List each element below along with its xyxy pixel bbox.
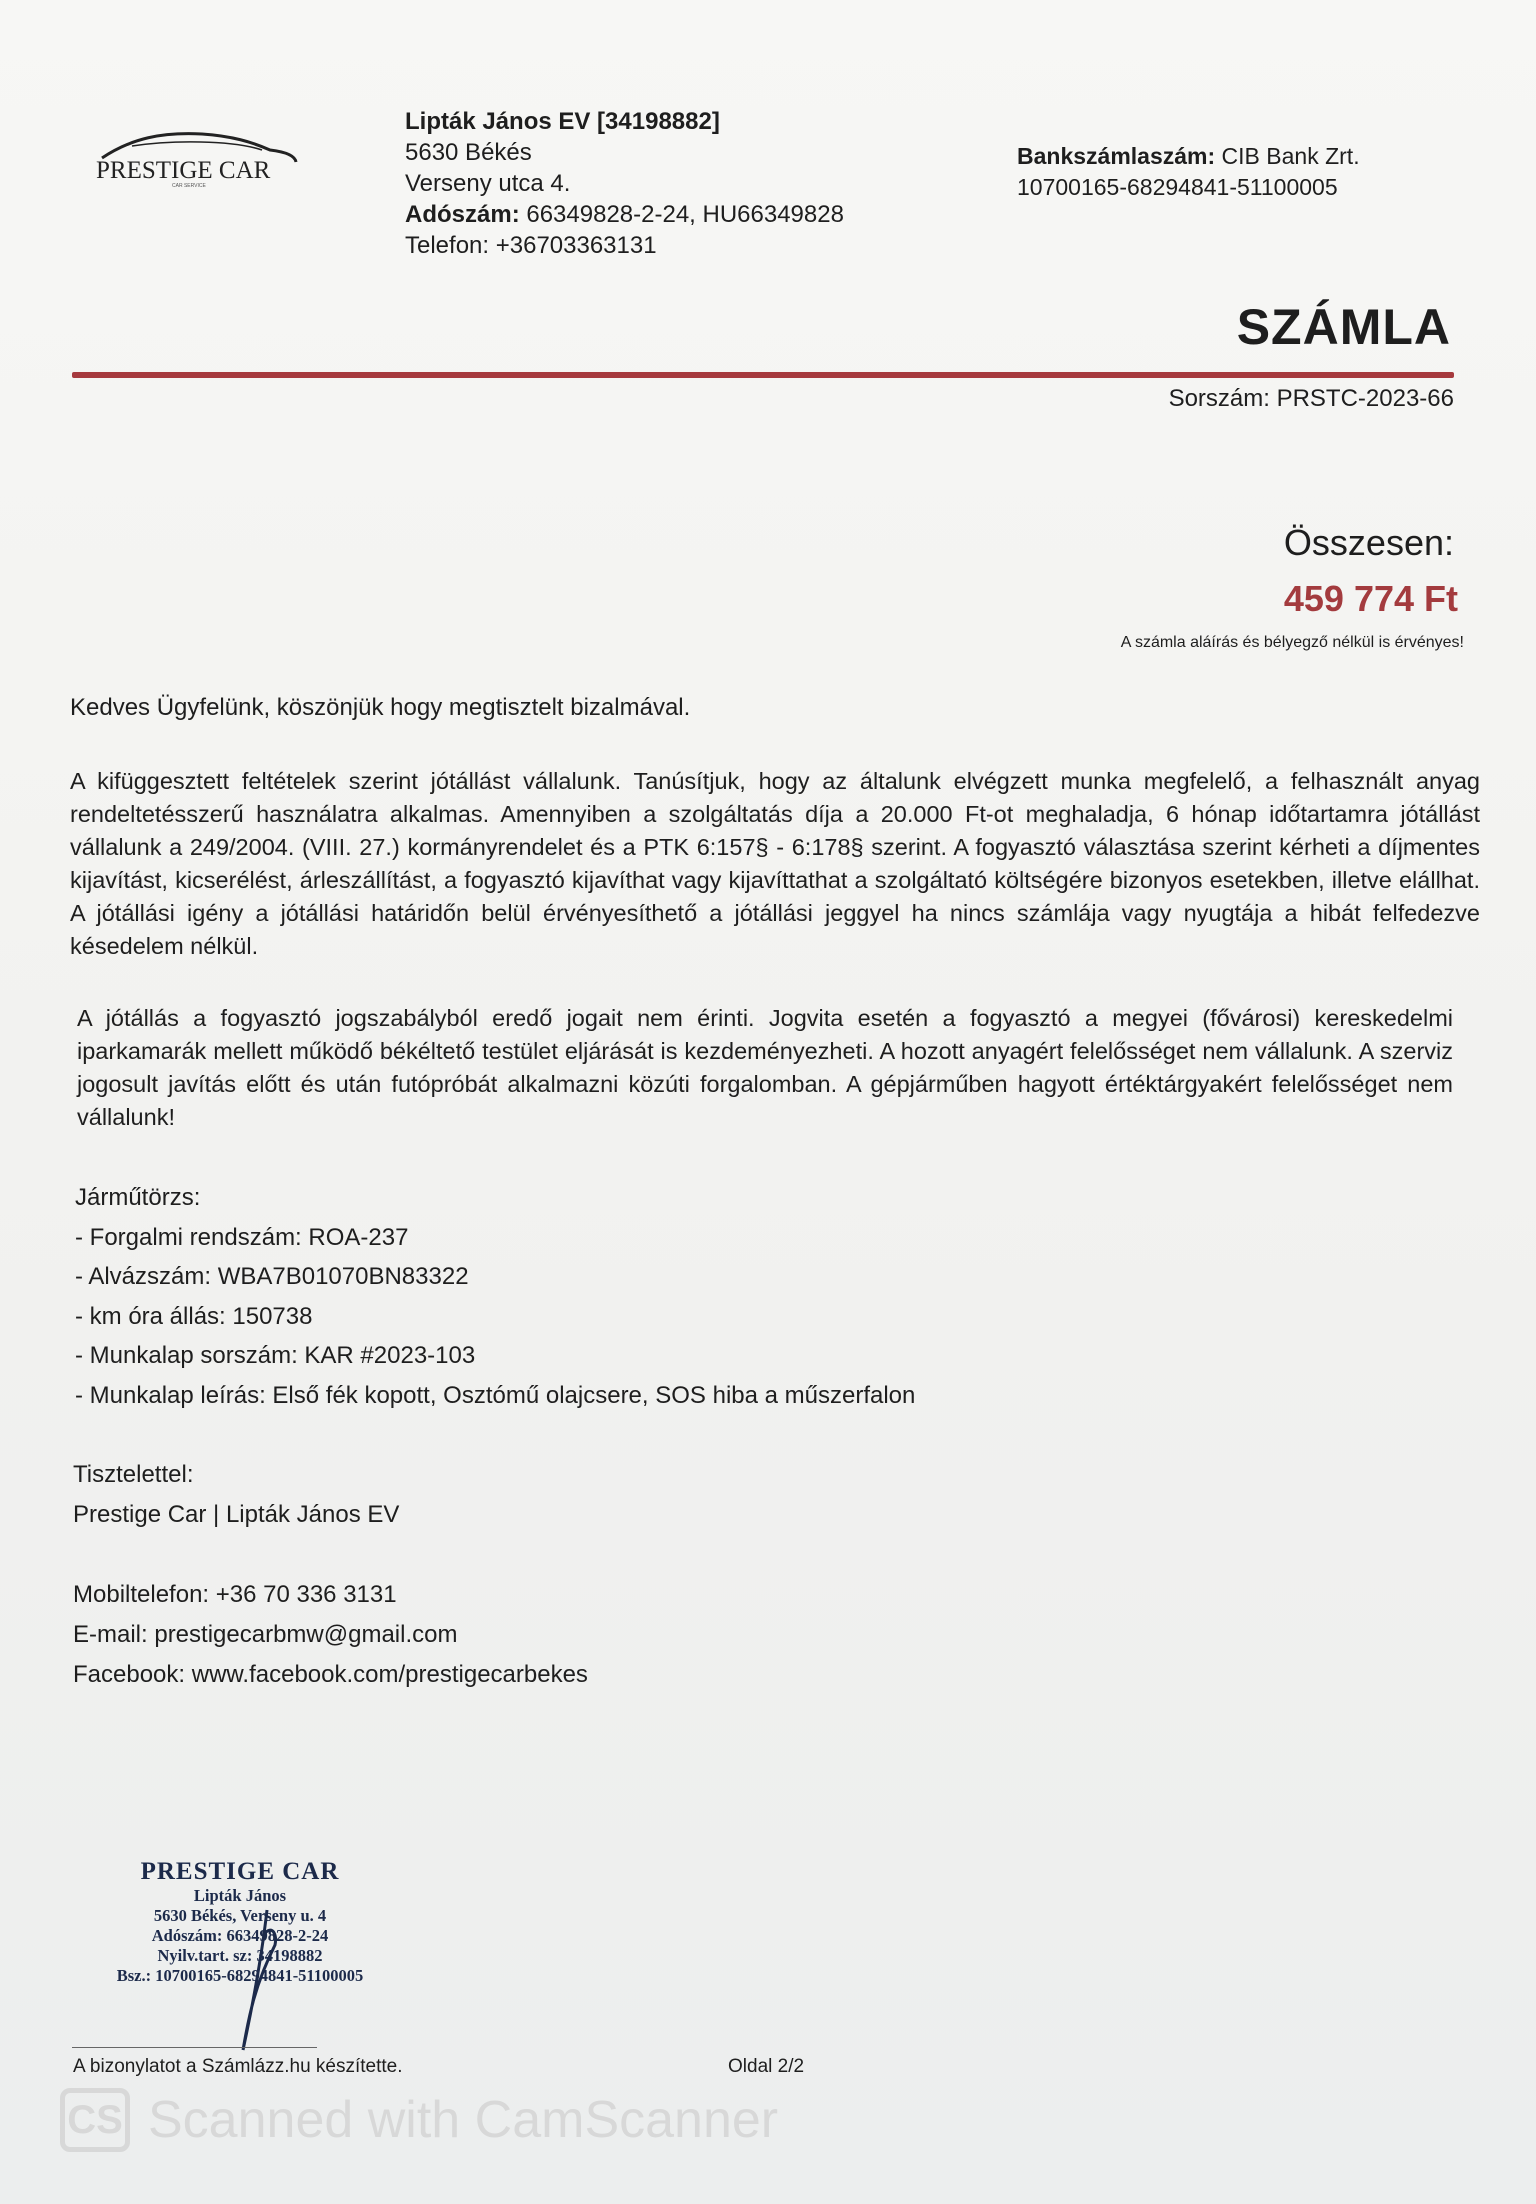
closing (73, 1455, 399, 1535)
closing-sender: Prestige Car | Lipták János EV (73, 1501, 400, 1528)
logo-text: PRESTIGE CAR (96, 157, 271, 184)
seller-phone: Telefon: +36703363131 (405, 232, 657, 259)
contact-email: E-mail: prestigecarbmw@gmail.com (73, 1621, 458, 1648)
contact-info (73, 1575, 588, 1695)
document-title: SZÁMLA (1236, 299, 1451, 355)
bank-info (1017, 141, 1360, 203)
stamp-line-2: 5630 Békés, Verseny u. 4 (153, 1906, 327, 1925)
bank-label: Bankszámlaszám: (1017, 143, 1216, 169)
stamp-line-5: Bsz.: 10700165-68294841-51100005 (116, 1966, 364, 1985)
header-divider (72, 372, 1454, 378)
invoice-serial: Sorszám: PRSTC-2023-66 (1168, 385, 1454, 412)
seller-name: Lipták János EV [34198882] (405, 108, 720, 135)
stamp-title: PRESTIGE CAR (140, 1858, 340, 1885)
vehicle-vin: - Alvázszám: WBA7B01070BN83322 (75, 1263, 469, 1291)
footer-page-number: Oldal 2/2 (728, 2056, 805, 2077)
total-amount: 459 774 Ft (1283, 578, 1458, 619)
vehicle-details (75, 1178, 915, 1416)
seller-city: 5630 Békés (405, 139, 532, 166)
logo-subtext: CAR SERVICE (172, 183, 206, 188)
prestige-car-logo (92, 128, 302, 188)
seller-street: Verseny utca 4. (405, 170, 571, 197)
worksheet-description: - Munkalap leírás: Első fék kopott, Osztómű olajcsere, SOS hiba a műszerfalon (75, 1381, 916, 1409)
camscanner-icon: CS (60, 2088, 130, 2152)
bank-account: 10700165-68294841-51100005 (1017, 174, 1338, 200)
warranty-paragraph: A kifüggesztett feltételek szerint jótállást vállalunk. Tanúsítjuk, hogy az általunk elvégzett munka megfelelő, a felhasznált anyag rendeltetésszerű használatra alkalmas. Amennyiben a szolgáltatás díja a 20.000 Ft-ot meghaladja, 6 hónap időtartamra jótállást vállalunk a 249/2004. (VIII. 27.) kormányrendelet és a PTK 6:157§ - 6:178§ szerint. A fogyasztó választása szerint kérheti a díjmentes kijavítást, kicserélést, árleszállítást, a fogyasztó kijavíthat vagy kijavíttathat a szolgáltató költségére bizonyos esetekben, illetve elállhat. A jótállási igény a jótállási határidőn belül érvényesíthető a jótállási jeggyel ha nincs számlája vagy nyugtája a hibát felfedezve késedelem nélkül. (70, 768, 1480, 959)
signature-line (72, 2047, 317, 2048)
stamp-line-4: Nyilv.tart. sz: 34198882 (157, 1946, 323, 1965)
seller-info (405, 106, 844, 261)
car-logo-icon (92, 128, 302, 188)
closing-regards: Tisztelettel: (73, 1461, 194, 1488)
worksheet-number: - Munkalap sorszám: KAR #2023-103 (75, 1342, 476, 1370)
bank-name: CIB Bank Zrt. (1215, 143, 1360, 169)
seller-tax-label: Adószám: (405, 201, 520, 228)
vehicle-plate: - Forgalmi rendszám: ROA-237 (75, 1223, 409, 1251)
greeting: Kedves Ügyfelünk, köszönjük hogy megtisztelt bizalmával. (70, 694, 691, 721)
seller-tax (405, 199, 844, 230)
seller-tax-value: 66349828-2-24, HU66349828 (519, 201, 844, 228)
camscanner-watermark (60, 2088, 778, 2152)
vehicle-odometer: - km óra állás: 150738 (75, 1302, 313, 1330)
contact-mobile: Mobiltelefon: +36 70 336 3131 (73, 1581, 397, 1608)
stamp-line-1: Lipták János (193, 1886, 287, 1905)
validity-note: A számla aláírás és bélyegző nélkül is érvényes! (1120, 634, 1464, 651)
liability-paragraph: A jótállás a fogyasztó jogszabályból eredő jogait nem érinti. Jogvita esetén a fogyasztó a megyei (fővárosi) kereskedelmi iparkamarák mellett működő békéltető testület eljárását is kezdeményezheti. A hozott anyagért felelősséget nem vállalunk. A szerviz jogosult javítás előtt és után futópróbát alkalmazni közúti forgalomban. A gépjárműben hagyott értéktárgyakért felelősséget nem vállalunk! (77, 1005, 1453, 1130)
footer-generator: A bizonylatot a Számlázz.hu készítette. (73, 2056, 403, 2077)
stamp-line-3: Adószám: 66349828-2-24 (151, 1926, 329, 1945)
signature (205, 1905, 325, 2055)
vehicle-heading: Járműtörzs: (75, 1184, 201, 1211)
contact-facebook: Facebook: www.facebook.com/prestigecarbekes (73, 1661, 588, 1688)
total-label: Összesen: (1283, 522, 1454, 563)
watermark-text: Scanned with CamScanner (148, 2091, 779, 2149)
